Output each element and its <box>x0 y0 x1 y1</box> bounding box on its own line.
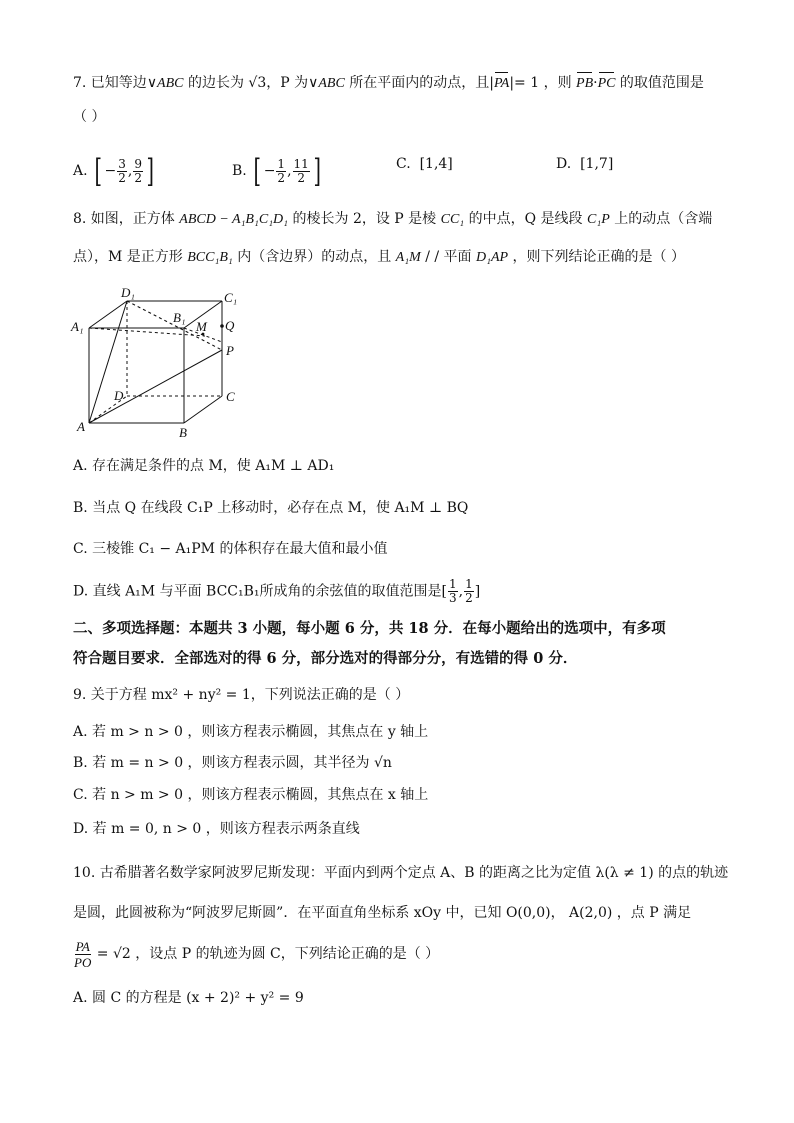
q8-optd-d1: 3 <box>448 591 457 605</box>
q7-dot: · <box>593 75 598 91</box>
vector-pc: PC <box>598 74 616 94</box>
q8-cube: ABCD − A₁B₁C₁D₁ <box>179 212 289 227</box>
q7-triangle-2: ∨ABC <box>308 76 345 91</box>
q8-bcc1b1: BCC₁B₁ <box>187 250 233 265</box>
q7-option-d <box>556 154 613 174</box>
q8-option-c: C. 三棱锥 C₁ − A₁PM 的体积存在最大值和最小值 <box>73 541 388 557</box>
q8-optd-n2: 1 <box>465 577 473 591</box>
q7-triangle-1: ∨ABC <box>146 76 184 91</box>
q8-l1c: 的中点，Q 是线段 <box>464 211 587 227</box>
label-d1: D₁ <box>121 285 135 300</box>
q7-option-c-text: [1,4] <box>419 156 453 172</box>
q7-sqrt3: √3 <box>248 75 267 91</box>
q7-b-right-den: 2 <box>297 170 305 185</box>
q8-stem-line-2 <box>73 247 754 268</box>
q8-l2a: 点），M 是正方形 <box>73 249 188 265</box>
q10-line-3 <box>73 938 754 970</box>
q7-a-right-den: 2 <box>134 170 142 185</box>
q7-stem <box>73 73 754 94</box>
label-a: A <box>77 419 85 434</box>
q10-option-a: A. 圆 C 的方程是 (x + 2)² + y² = 9 <box>73 990 304 1006</box>
label-a1: A₁ <box>71 319 84 334</box>
q9-option-b: B. 若 m = n > 0 ，则该方程表示圆，其半径为 √n <box>73 755 392 771</box>
vector-pa: PA <box>494 74 509 94</box>
q7-option-d-text: [1,7] <box>580 156 614 172</box>
q7-b-right-num: 11 <box>293 156 309 171</box>
label-q: Q <box>225 318 235 333</box>
label-m: M <box>196 319 207 334</box>
q8-option-d: D. 直线 A₁M 与平面 BCC₁B₁所成角的余弦值的取值范围是[ $\frac{1}{3}$ , $\frac{1}{2}$ ] <box>73 577 481 605</box>
q7-option-c <box>396 154 453 174</box>
q8-option-b: B. 当点 Q 在线段 C₁P 上移动时，必存在点 M，使 A₁M ⊥ BQ <box>73 500 469 516</box>
q7-option-b-frac-right <box>293 158 310 185</box>
q7-b-left-den: 2 <box>277 170 286 185</box>
q8-optd-close: ] <box>474 583 481 600</box>
q8-a1m: A₁M <box>395 250 421 265</box>
q10-frac-den: PO <box>74 954 92 970</box>
q8-stem-line-1 <box>73 209 754 230</box>
label-p: P <box>226 343 234 358</box>
q8-c1p: C₁P <box>587 212 610 227</box>
q8-l1d: 上的动点（含端 <box>609 211 713 227</box>
q7-prefix: 7. 已知等边 <box>73 75 147 91</box>
q7-a-left-num: 3 <box>118 156 126 171</box>
q10-frac-num: PA <box>75 938 90 954</box>
section2-heading-line-1: 二、多项选择题：本题共 3 小题，每小题 6 分，共 18 分．在每小题给出的选项中，有多项 <box>73 620 666 637</box>
q7-option-b-lbracket: [ <box>253 152 262 190</box>
q7-option-a: A. [ − $\frac{3}{2}$ , $\frac{9}{2}$ ] <box>73 152 154 190</box>
q10-line-2: 是圆，此圆被称为“阿波罗尼斯圆”．在平面直角坐标系 xOy 中，已知 O(0,0)， A(2,0) ，点 P 满足 <box>73 905 692 921</box>
q8-l2d: ，则下列结论正确的是（ ） <box>508 249 685 265</box>
q10-frac <box>74 939 91 970</box>
q8-optd-frac-2 <box>464 578 474 605</box>
q9-stem: 9. 关于方程 mx² + ny² = 1，下列说法正确的是（ ） <box>73 687 410 703</box>
q9-option-c: C. 若 n > m > 0 ，则该方程表示椭圆，其焦点在 x 轴上 <box>73 787 429 803</box>
q7-option-a-lbracket: [ <box>94 152 103 190</box>
q7-a-left-den: 2 <box>118 170 126 185</box>
q8-optd-frac-1 <box>448 578 458 605</box>
q8-l2b: 内（含边界）的动点，且 <box>232 249 396 265</box>
q7-option-a-frac-right <box>133 158 143 185</box>
q7-option-a-rbracket: ] <box>146 152 154 190</box>
q7-option-b-frac-left <box>276 158 286 185</box>
q8-cc1: CC₁ <box>440 212 465 227</box>
q8-option-a: A. 存在满足条件的点 M，使 A₁M ⊥ AD₁ <box>73 458 335 474</box>
q10-line-1: 10. 古希腊著名数学家阿波罗尼斯发现：平面内到两个定点 A、B 的距离之比为定值 λ(λ ≠ 1) 的点的轨迹 <box>73 865 729 881</box>
section2-heading-line-2: 符合题目要求．全部选对的得 6 分，部分选对的得部分分，有选错的得 0 分． <box>73 650 578 667</box>
cube-figure <box>70 282 250 440</box>
q10-line-3-text: = √2 ，设点 P 的轨迹为圆 C，下列结论正确的是（ ） <box>92 946 440 962</box>
q7-option-b: B. [ − $\frac{1}{2}$ , $\frac{11}{2}$ ] <box>232 152 321 190</box>
q7-option-b-letter: B. <box>232 163 247 179</box>
q7-text-2: ，P 为 <box>266 75 309 91</box>
q7-text-5: 的取值范围是 <box>615 75 704 91</box>
q8-d1ap: D₁AP <box>476 250 509 265</box>
label-c: C <box>226 389 235 404</box>
label-b1: B₁ <box>173 310 186 325</box>
q7-option-a-frac-left <box>117 158 127 185</box>
q7-b-left-num: 1 <box>277 156 286 171</box>
q7-option-a-letter: A. <box>73 163 88 179</box>
q8-optd-d2: 2 <box>465 591 473 605</box>
q8-l1b: 的棱长为 2，设 P 是棱 <box>288 211 441 227</box>
q8-optd-n1: 1 <box>448 577 457 591</box>
q9-option-d: D. 若 m = 0, n > 0 ，则该方程表示两条直线 <box>73 821 360 837</box>
q9-option-a: A. 若 m > n > 0 ，则该方程表示椭圆，其焦点在 y 轴上 <box>73 724 429 740</box>
q8-l2c: / / 平面 <box>420 249 476 265</box>
q7-text-4: |= 1 ，则 <box>509 75 577 91</box>
label-d: D <box>114 388 124 403</box>
q8-l1a: 8. 如图，正方体 <box>73 211 180 227</box>
q7-option-b-rbracket: ] <box>313 152 321 190</box>
q8-optd-text: D. 直线 A₁M 与平面 BCC₁B₁所成角的余弦值的取值范围是[ <box>73 583 447 600</box>
vector-pb: PB <box>576 74 593 94</box>
q7-text-1: 的边长为 <box>183 75 249 91</box>
q7-option-d-letter: D. <box>556 156 572 172</box>
label-c1: C₁ <box>224 290 238 305</box>
q7-a-right-num: 9 <box>134 156 142 171</box>
q7-option-c-letter: C. <box>396 156 411 172</box>
q7-paren: （ ） <box>73 109 106 125</box>
label-b: B <box>179 425 187 440</box>
q7-text-3: 所在平面内的动点，且| <box>344 75 494 91</box>
